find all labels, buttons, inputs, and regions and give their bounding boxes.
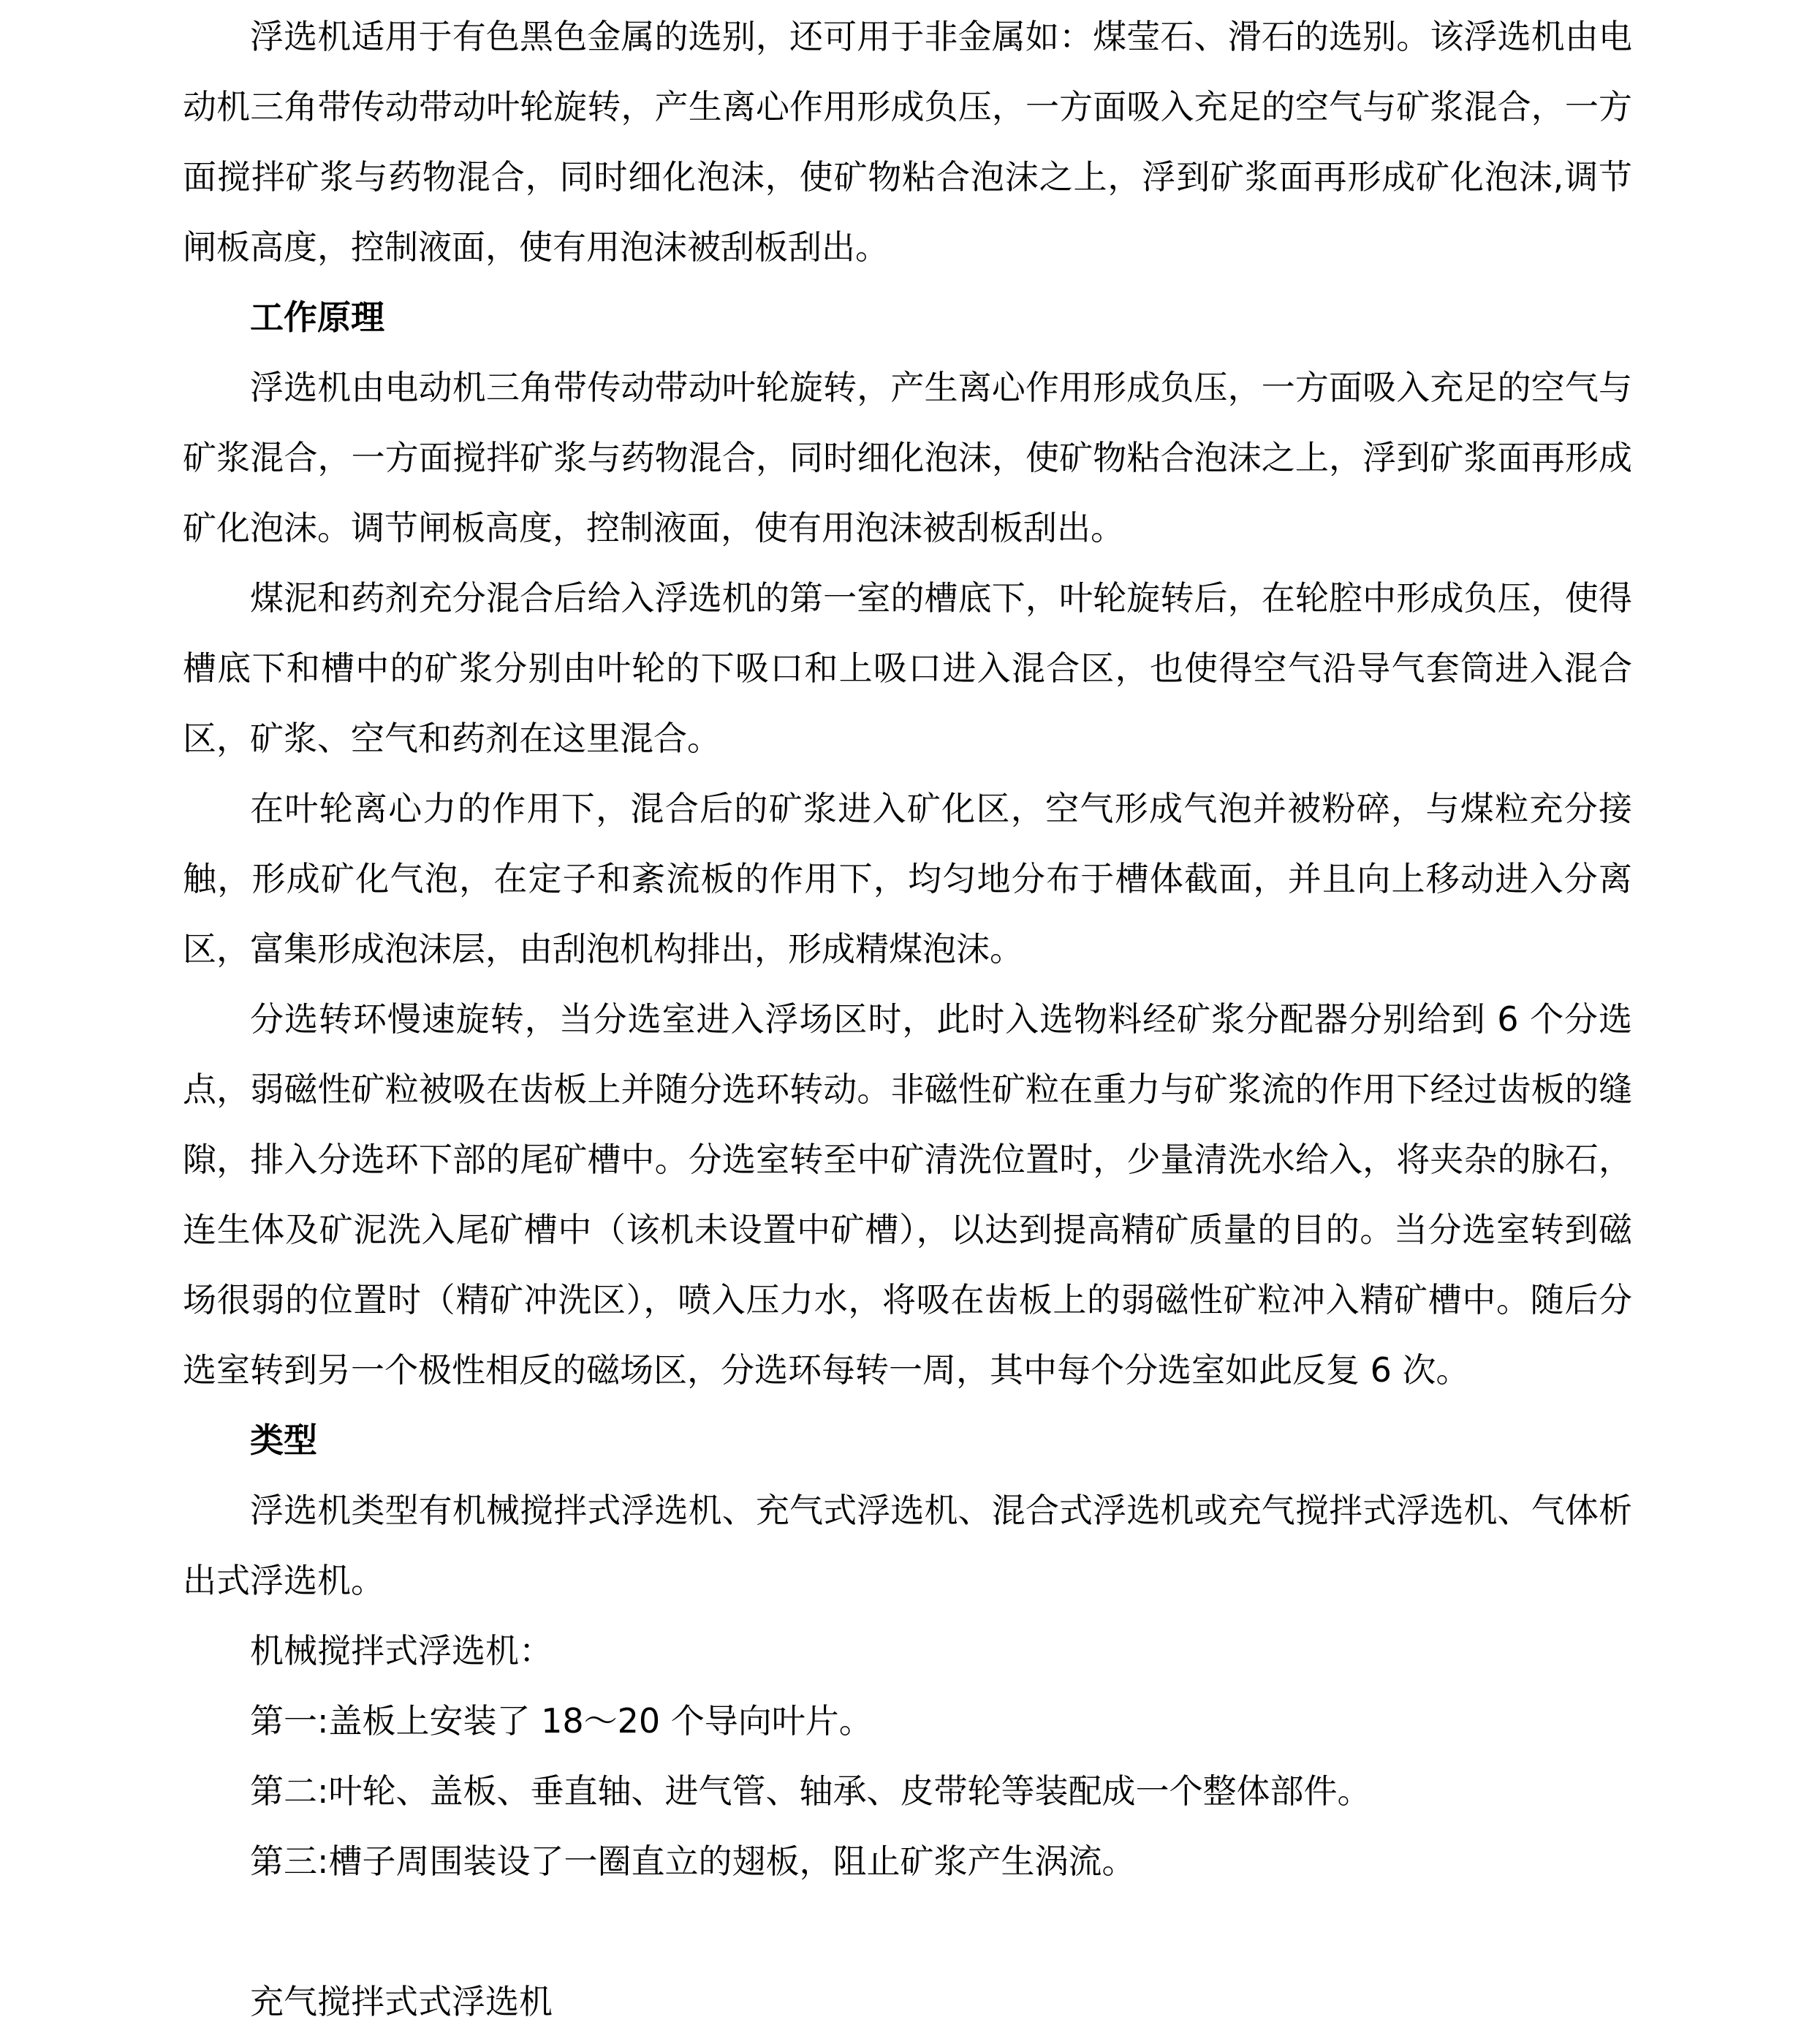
paragraph-point-three: 第三:槽子周围装设了一圈直立的翅板，阻止矿浆产生涡流。 bbox=[250, 1842, 1136, 1881]
paragraph-slurry-mixing: 煤泥和药剂充分混合后给入浮选机的第一室的槽底下，叶轮旋转后，在轮腔中形成负压，使得槽底下和槽中的矿浆分别由叶轮的下吸口和上吸口进入混合区，也使得空气沿导气套筒进入混合区，矿浆、空气和药剂在这里混合。 bbox=[183, 578, 1632, 758]
blank-line bbox=[183, 1896, 1632, 1967]
paragraph-working-principle: 浮选机由电动机三角带传动带动叶轮旋转，产生离心作用形成负压，一方面吸入充足的空气与矿浆混合，一方面搅拌矿浆与药物混合，同时细化泡沫，使矿物粘合泡沫之上，浮到矿浆面再形成矿化泡沫。调节闸板高度，控制液面，使有用泡沫被刮板刮出。 bbox=[183, 368, 1632, 548]
paragraph-point-two: 第二:叶轮、盖板、垂直轴、进气管、轴承、皮带轮等装配成一个整体部件。 bbox=[250, 1771, 1371, 1811]
paragraph-type-list: 浮选机类型有机械搅拌式浮选机、充气式浮选机、混合式浮选机或充气搅拌式浮选机、气体析出式浮选机。 bbox=[183, 1491, 1632, 1600]
heading-types: 类型 bbox=[250, 1420, 317, 1460]
paragraph-intro: 浮选机适用于有色黑色金属的选别，还可用于非金属如：煤莹石、滑石的选别。该浮选机由电动机三角带传动带动叶轮旋转，产生离心作用形成负压，一方面吸入充足的空气与矿浆混合，一方面搅拌矿浆与药物混合，同时细化泡沫，使矿物粘合泡沫之上，浮到矿浆面再形成矿化泡沫,调节闸板高度，控制液面，使有用泡沫被刮板刮出。 bbox=[183, 17, 1632, 267]
paragraph-separating-ring: 分选转环慢速旋转，当分选室进入浮场区时，此时入选物料经矿浆分配器分别给到 6 个分选点，弱磁性矿粒被吸在齿板上并随分选环转动。非磁性矿粒在重力与矿浆流的作用下经过齿板的缝隙，排入分选环下部的尾矿槽中。分选室转至中矿清洗位置时，少量清洗水给入，将夹杂的脉石，连生体及矿泥洗入尾矿槽中（该机未设置中矿槽），以达到提高精矿质量的目的。当分选室转到磁场很弱的位置时（精矿冲洗区），喷入压力水，将吸在齿板上的弱磁性矿粒冲入精矿槽中。随后分选室转到另一个极性相反的磁场区，分选环每转一周，其中每个分选室如此反复 6 次。 bbox=[183, 999, 1632, 1390]
paragraph-aerated-agitation-label: 充气搅拌式式浮选机 bbox=[250, 1982, 553, 2021]
heading-working-principle: 工作原理 bbox=[250, 298, 384, 337]
paragraph-mechanical-agitation-label: 机械搅拌式浮选机： bbox=[250, 1631, 553, 1670]
paragraph-point-one: 第一:盖板上安装了 18～20 个导向叶片。 bbox=[250, 1701, 873, 1741]
paragraph-mineralization: 在叶轮离心力的作用下，混合后的矿浆进入矿化区，空气形成气泡并被粉碎，与煤粒充分接触，形成矿化气泡，在定子和紊流板的作用下，均匀地分布于槽体截面，并且向上移动进入分离区，富集形成泡沫层，由刮泡机构排出，形成精煤泡沫。 bbox=[183, 789, 1632, 969]
